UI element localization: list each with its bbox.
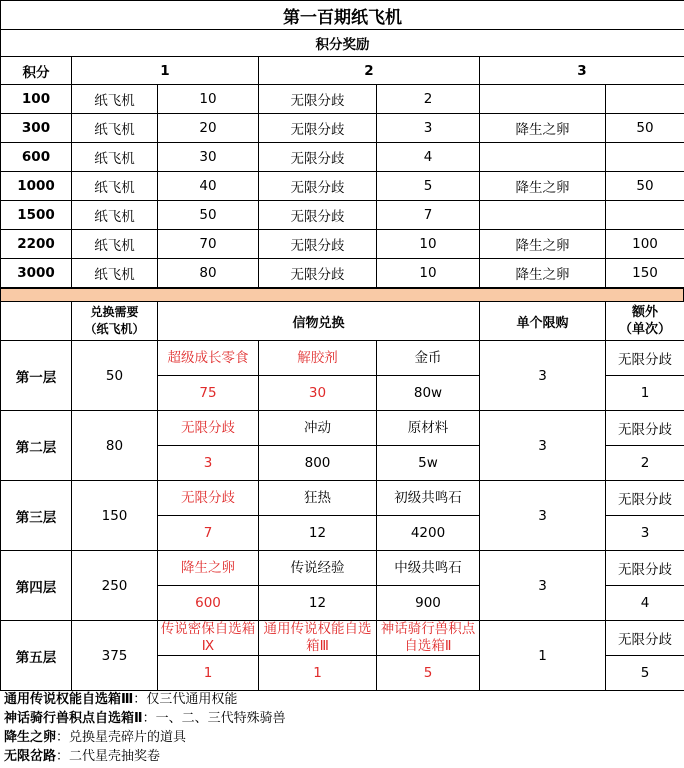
tier3-qty: 100: [606, 230, 684, 259]
item-name: 冲动: [259, 411, 377, 446]
tier2-qty: 5: [377, 172, 480, 201]
item-name: 无限分歧: [158, 481, 259, 516]
tier1-item: 纸飞机: [72, 143, 158, 172]
tier2-item: 无限分歧: [259, 143, 377, 172]
tier3-item: [480, 201, 606, 230]
tier1-qty: 80: [158, 259, 259, 288]
item-name: 传说密保自选箱Ⅸ: [158, 621, 259, 656]
score-cell: 1500: [1, 201, 72, 230]
item-qty: 3: [158, 446, 259, 481]
extra-item: 无限分歧: [606, 621, 684, 656]
tier-header: 3: [480, 57, 684, 85]
layer-name: 第三层: [1, 481, 72, 551]
tier2-qty: 2: [377, 85, 480, 114]
tier1-item: 纸飞机: [72, 172, 158, 201]
item-qty: 12: [259, 586, 377, 621]
item-qty: 5: [377, 656, 480, 691]
tier-header: 1: [72, 57, 259, 85]
tier2-item: 无限分歧: [259, 259, 377, 288]
layer-cost: 375: [72, 621, 158, 691]
item-qty: 75: [158, 376, 259, 411]
item-name: 无限分歧: [158, 411, 259, 446]
layer-cost: 150: [72, 481, 158, 551]
note-line: [0, 747, 684, 766]
item-qty: 1: [259, 656, 377, 691]
tier2-item: 无限分歧: [259, 85, 377, 114]
layer-limit: 1: [480, 621, 606, 691]
section-title: 积分奖励: [1, 30, 684, 57]
item-qty: 30: [259, 376, 377, 411]
note-text: 兑换星壳碎片的道具: [69, 730, 187, 745]
tier1-qty: 30: [158, 143, 259, 172]
note-text: 二代星壳抽奖卷: [69, 749, 161, 764]
reward-row: [1, 85, 684, 114]
layer-cost: 250: [72, 551, 158, 621]
item-qty: 1: [158, 656, 259, 691]
item-qty: 800: [259, 446, 377, 481]
tier3-item: 降生之卵: [480, 114, 606, 143]
extra-item: 无限分歧: [606, 341, 684, 376]
item-qty: 80w: [377, 376, 480, 411]
tier3-qty: [606, 143, 684, 172]
tier1-item: 纸飞机: [72, 259, 158, 288]
tier3-item: 降生之卵: [480, 230, 606, 259]
layer-name: 第四层: [1, 551, 72, 621]
items-header: 信物兑换: [158, 302, 480, 341]
tier2-qty: 7: [377, 201, 480, 230]
layer-limit: 3: [480, 411, 606, 481]
tier1-item: 纸飞机: [72, 201, 158, 230]
item-name: 超级成长零食: [158, 341, 259, 376]
tier-header: 2: [259, 57, 480, 85]
layer-limit: 3: [480, 481, 606, 551]
item-name: 解胶剂: [259, 341, 377, 376]
tier3-qty: [606, 201, 684, 230]
note-key: 降生之卵: [4, 730, 57, 745]
tier1-qty: 50: [158, 201, 259, 230]
extra-item: 无限分歧: [606, 551, 684, 586]
note-text: 仅三代通用权能: [146, 692, 238, 707]
item-name: 原材料: [377, 411, 480, 446]
item-qty: 5w: [377, 446, 480, 481]
item-name: 狂热: [259, 481, 377, 516]
note-line: [0, 690, 684, 709]
tier3-qty: 50: [606, 172, 684, 201]
note-sep: ：: [133, 692, 147, 707]
item-name: 降生之卵: [158, 551, 259, 586]
score-cell: 600: [1, 143, 72, 172]
notes: [0, 690, 684, 766]
layer-row: [1, 481, 684, 516]
layer-header: [1, 302, 72, 341]
layer-name: 第二层: [1, 411, 72, 481]
item-name: 初级共鸣石: [377, 481, 480, 516]
layer-cost: 80: [72, 411, 158, 481]
score-cell: 100: [1, 85, 72, 114]
limit-header: 单个限购: [480, 302, 606, 341]
extra-qty: 1: [606, 376, 684, 411]
tier1-item: 纸飞机: [72, 85, 158, 114]
tier2-qty: 10: [377, 230, 480, 259]
tier2-qty: 10: [377, 259, 480, 288]
tier3-qty: [606, 85, 684, 114]
tier1-qty: 10: [158, 85, 259, 114]
note-key: 无限岔路: [4, 749, 57, 764]
tier1-qty: 20: [158, 114, 259, 143]
item-name: 通用传说权能自选箱Ⅲ: [259, 621, 377, 656]
item-qty: 12: [259, 516, 377, 551]
note-line: [0, 709, 684, 728]
item-qty: 600: [158, 586, 259, 621]
layer-limit: 3: [480, 551, 606, 621]
item-name: 金币: [377, 341, 480, 376]
item-qty: 4200: [377, 516, 480, 551]
score-cell: 1000: [1, 172, 72, 201]
item-qty: 7: [158, 516, 259, 551]
layer-row: [1, 621, 684, 656]
item-name: 中级共鸣石: [377, 551, 480, 586]
reward-row: [1, 259, 684, 288]
tier1-qty: 40: [158, 172, 259, 201]
reward-row: [1, 143, 684, 172]
separator-band: [0, 288, 684, 302]
score-cell: 300: [1, 114, 72, 143]
extra-qty: 5: [606, 656, 684, 691]
tier2-item: 无限分歧: [259, 230, 377, 259]
tier3-item: 降生之卵: [480, 259, 606, 288]
tier2-item: 无限分歧: [259, 114, 377, 143]
score-cell: 3000: [1, 259, 72, 288]
note-key: 神话骑行兽积点自选箱Ⅱ: [4, 711, 143, 726]
extra-header: 额外 （单次）: [606, 302, 684, 341]
reward-row: [1, 172, 684, 201]
tier3-item: [480, 143, 606, 172]
reward-row: [1, 230, 684, 259]
tier3-qty: 50: [606, 114, 684, 143]
note-line: [0, 728, 684, 747]
score-header: 积分: [1, 57, 72, 85]
note-key: 通用传说权能自选箱Ⅲ: [4, 692, 134, 707]
reward-row: [1, 114, 684, 143]
layer-row: [1, 411, 684, 446]
note-sep: ：: [56, 730, 70, 745]
note-text: 一、二、三代特殊骑兽: [155, 711, 286, 726]
note-sep: ：: [56, 749, 70, 764]
cost-header: 兑换需要 （纸飞机）: [72, 302, 158, 341]
layer-name: 第五层: [1, 621, 72, 691]
tier2-qty: 3: [377, 114, 480, 143]
extra-qty: 4: [606, 586, 684, 621]
layer-cost: 50: [72, 341, 158, 411]
layer-limit: 3: [480, 341, 606, 411]
tier1-qty: 70: [158, 230, 259, 259]
item-name: 传说经验: [259, 551, 377, 586]
extra-item: 无限分歧: [606, 481, 684, 516]
reward-table: [0, 0, 684, 288]
note-sep: ：: [142, 711, 156, 726]
tier1-item: 纸飞机: [72, 230, 158, 259]
layer-name: 第一层: [1, 341, 72, 411]
exchange-table: [0, 301, 684, 691]
extra-qty: 2: [606, 446, 684, 481]
item-name: 神话骑行兽积点自选箱Ⅱ: [377, 621, 480, 656]
layer-row: [1, 341, 684, 376]
reward-row: [1, 201, 684, 230]
tier3-qty: 150: [606, 259, 684, 288]
page-title: 第一百期纸飞机: [1, 1, 684, 30]
tier3-item: [480, 85, 606, 114]
tier3-item: 降生之卵: [480, 172, 606, 201]
extra-item: 无限分歧: [606, 411, 684, 446]
extra-qty: 3: [606, 516, 684, 551]
tier2-item: 无限分歧: [259, 172, 377, 201]
tier2-item: 无限分歧: [259, 201, 377, 230]
item-qty: 900: [377, 586, 480, 621]
tier2-qty: 4: [377, 143, 480, 172]
layer-row: [1, 551, 684, 586]
score-cell: 2200: [1, 230, 72, 259]
tier1-item: 纸飞机: [72, 114, 158, 143]
